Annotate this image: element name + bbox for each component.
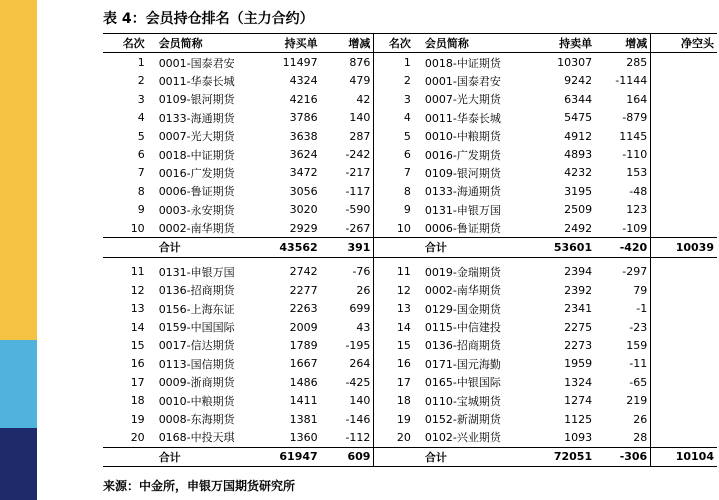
short-change-cell: -23 bbox=[629, 320, 648, 334]
total-short: 72051 bbox=[525, 447, 595, 466]
member-2-cell: 0016-广发期货 bbox=[424, 148, 501, 162]
short-change-cell: 1145 bbox=[619, 129, 648, 143]
long-change-cell: 43 bbox=[356, 320, 371, 334]
member-cell: 0006-鲁证期货 bbox=[158, 185, 235, 199]
rank-cell: 10 bbox=[130, 221, 145, 235]
accent-stripe-yellow bbox=[0, 0, 37, 340]
rank-cell: 17 bbox=[130, 375, 145, 389]
member-2-cell: 0010-中粮期货 bbox=[424, 130, 501, 144]
member-2-cell: 0165-中银国际 bbox=[424, 376, 501, 390]
short-cell: 4912 bbox=[564, 129, 593, 143]
short-cell: 4232 bbox=[564, 166, 593, 180]
member-2-cell: 0133-海通期货 bbox=[424, 185, 501, 199]
total-spacer bbox=[103, 238, 153, 257]
rank-2-cell: 8 bbox=[374, 182, 419, 200]
table-row bbox=[103, 299, 717, 317]
member-cell: 0168-中投天琪 bbox=[158, 431, 235, 445]
short-cell: 2492 bbox=[564, 221, 593, 235]
rank-2-cell: 20 bbox=[374, 428, 419, 447]
rank-cell: 1 bbox=[137, 56, 145, 70]
short-change-cell: 159 bbox=[626, 338, 648, 352]
long-cell: 3624 bbox=[289, 148, 318, 162]
short-change-cell: 28 bbox=[633, 430, 648, 444]
member-cell: 0003-永安期货 bbox=[158, 203, 235, 217]
short-cell: 1125 bbox=[564, 412, 593, 426]
short-change-cell: -1 bbox=[636, 302, 648, 316]
net-short-cell bbox=[651, 373, 717, 391]
header-short-change: 增减 bbox=[595, 34, 651, 53]
total-spacer bbox=[103, 447, 153, 466]
header-net-short: 净空头 bbox=[651, 34, 717, 53]
table-body bbox=[103, 53, 717, 467]
long-cell: 1667 bbox=[289, 357, 318, 371]
member-2-cell: 0002-南华期货 bbox=[424, 284, 501, 298]
rank-cell: 20 bbox=[130, 430, 145, 444]
net-short-cell bbox=[651, 109, 717, 127]
rank-cell: 4 bbox=[137, 111, 145, 125]
total-short: 53601 bbox=[525, 238, 595, 257]
table-row bbox=[103, 164, 717, 182]
short-cell: 10307 bbox=[557, 56, 593, 70]
short-change-cell: 79 bbox=[633, 283, 648, 297]
member-2-cell: 0131-申银万国 bbox=[424, 203, 501, 217]
table-row bbox=[103, 219, 717, 238]
total-row bbox=[103, 238, 717, 257]
rank-cell: 9 bbox=[137, 203, 145, 217]
member-2-cell: 0006-鲁证期货 bbox=[424, 222, 501, 236]
long-change-cell: -425 bbox=[345, 375, 371, 389]
member-cell: 0156-上海东证 bbox=[158, 302, 235, 316]
long-change-cell: -195 bbox=[345, 338, 371, 352]
member-2-cell: 0011-华泰长城 bbox=[424, 111, 501, 125]
long-cell: 2929 bbox=[289, 221, 318, 235]
long-change-cell: 287 bbox=[349, 129, 371, 143]
member-cell: 0002-南华期货 bbox=[158, 222, 235, 236]
net-short-cell bbox=[651, 281, 717, 299]
long-change-cell: -146 bbox=[345, 412, 371, 426]
header-row bbox=[103, 34, 717, 53]
member-2-cell: 0007-光大期货 bbox=[424, 93, 501, 107]
table-row bbox=[103, 355, 717, 373]
long-change-cell: 26 bbox=[356, 283, 371, 297]
rank-cell: 6 bbox=[137, 148, 145, 162]
long-change-cell: -112 bbox=[345, 430, 371, 444]
long-cell: 4324 bbox=[289, 74, 318, 88]
long-cell: 3638 bbox=[289, 129, 318, 143]
total-spacer-2 bbox=[374, 238, 419, 257]
long-cell: 3472 bbox=[289, 166, 318, 180]
table-row bbox=[103, 263, 717, 281]
long-change-cell: -267 bbox=[345, 221, 371, 235]
member-2-cell: 0110-宝城期货 bbox=[424, 394, 501, 408]
net-short-cell bbox=[651, 201, 717, 219]
short-cell: 2273 bbox=[564, 338, 593, 352]
short-change-cell: -297 bbox=[622, 265, 648, 279]
long-cell: 2263 bbox=[289, 302, 318, 316]
short-change-cell: -109 bbox=[622, 221, 648, 235]
rank-2-cell: 19 bbox=[374, 410, 419, 428]
rank-2-cell: 15 bbox=[374, 336, 419, 354]
table-row bbox=[103, 53, 717, 72]
table-row bbox=[103, 201, 717, 219]
rank-2-cell: 5 bbox=[374, 127, 419, 145]
short-change-cell: -65 bbox=[629, 375, 648, 389]
rank-cell: 12 bbox=[130, 283, 145, 297]
table-row bbox=[103, 336, 717, 354]
rank-cell: 14 bbox=[130, 320, 145, 334]
rank-cell: 7 bbox=[137, 166, 145, 180]
short-cell: 2341 bbox=[564, 302, 593, 316]
total-label-2: 合计 bbox=[419, 447, 525, 466]
table-row bbox=[103, 391, 717, 409]
source-note: 来源：中金所，申银万国期货研究所 bbox=[103, 479, 296, 493]
rank-2-cell: 13 bbox=[374, 299, 419, 317]
member-2-cell: 0019-金瑞期货 bbox=[424, 265, 501, 279]
rank-2-cell: 16 bbox=[374, 355, 419, 373]
long-change-cell: 479 bbox=[349, 74, 371, 88]
total-short-change: -420 bbox=[595, 238, 651, 257]
header-rank: 名次 bbox=[103, 34, 153, 53]
short-cell: 5475 bbox=[564, 111, 593, 125]
member-cell: 0159-中国国际 bbox=[158, 321, 235, 335]
accent-stripe-blue bbox=[0, 340, 37, 428]
rank-2-cell: 7 bbox=[374, 164, 419, 182]
long-change-cell: -117 bbox=[345, 184, 371, 198]
total-long-change: 609 bbox=[321, 447, 374, 466]
total-label-2: 合计 bbox=[419, 238, 525, 257]
member-cell: 0131-申银万国 bbox=[158, 265, 235, 279]
table-row bbox=[103, 182, 717, 200]
short-cell: 2392 bbox=[564, 283, 593, 297]
table-row bbox=[103, 410, 717, 428]
net-short-cell bbox=[651, 355, 717, 373]
long-change-cell: 699 bbox=[349, 302, 371, 316]
long-cell: 1411 bbox=[289, 394, 318, 408]
short-cell: 3195 bbox=[564, 184, 593, 198]
net-short-cell bbox=[651, 391, 717, 409]
long-cell: 1360 bbox=[289, 430, 318, 444]
short-change-cell: 123 bbox=[626, 203, 648, 217]
short-cell: 2509 bbox=[564, 203, 593, 217]
net-short-cell bbox=[651, 53, 717, 72]
net-short-cell bbox=[651, 145, 717, 163]
rank-cell: 8 bbox=[137, 184, 145, 198]
member-cell: 0109-银河期货 bbox=[158, 93, 235, 107]
total-row bbox=[103, 447, 717, 466]
long-cell: 3020 bbox=[289, 203, 318, 217]
total-long-change: 391 bbox=[321, 238, 374, 257]
short-cell: 2275 bbox=[564, 320, 593, 334]
total-net-short: 10104 bbox=[651, 447, 717, 466]
rank-2-cell: 2 bbox=[374, 72, 419, 90]
rank-cell: 13 bbox=[130, 302, 145, 316]
rank-cell: 16 bbox=[130, 357, 145, 371]
rank-cell: 19 bbox=[130, 412, 145, 426]
long-change-cell: 876 bbox=[349, 56, 371, 70]
total-spacer-2 bbox=[374, 447, 419, 466]
net-short-cell bbox=[651, 318, 717, 336]
table-row bbox=[103, 90, 717, 108]
rank-2-cell: 4 bbox=[374, 109, 419, 127]
member-cell: 0113-国信期货 bbox=[158, 357, 235, 371]
rank-2-cell: 6 bbox=[374, 145, 419, 163]
member-2-cell: 0129-国金期货 bbox=[424, 302, 501, 316]
short-change-cell: -1144 bbox=[615, 74, 648, 88]
member-2-cell: 0102-兴业期货 bbox=[424, 431, 501, 445]
table-row bbox=[103, 145, 717, 163]
member-2-cell: 0001-国泰君安 bbox=[424, 74, 501, 88]
long-cell: 2742 bbox=[289, 265, 318, 279]
table-row bbox=[103, 109, 717, 127]
long-cell: 1789 bbox=[289, 338, 318, 352]
net-short-cell bbox=[651, 410, 717, 428]
rank-2-cell: 11 bbox=[374, 263, 419, 281]
member-cell: 0136-招商期货 bbox=[158, 284, 235, 298]
total-long: 43562 bbox=[254, 238, 320, 257]
member-2-cell: 0109-银河期货 bbox=[424, 166, 501, 180]
total-short-change: -306 bbox=[595, 447, 651, 466]
short-cell: 1959 bbox=[564, 357, 593, 371]
member-2-cell: 0136-招商期货 bbox=[424, 339, 501, 353]
long-change-cell: -217 bbox=[345, 166, 371, 180]
member-cell: 0008-东海期货 bbox=[158, 413, 235, 426]
rank-cell: 15 bbox=[130, 338, 145, 352]
header-member: 会员简称 bbox=[153, 34, 255, 53]
member-2-cell: 0152-新湖期货 bbox=[424, 413, 501, 426]
rank-2-cell: 9 bbox=[374, 201, 419, 219]
net-short-cell bbox=[651, 336, 717, 354]
header-member-2: 会员简称 bbox=[419, 34, 525, 53]
short-cell: 1274 bbox=[564, 394, 593, 408]
short-change-cell: 164 bbox=[626, 92, 648, 106]
table-title: 表 4：会员持仓排名（主力合约） bbox=[103, 11, 314, 27]
member-cell: 0018-中证期货 bbox=[158, 148, 235, 162]
rank-2-cell: 17 bbox=[374, 373, 419, 391]
short-cell: 1324 bbox=[564, 375, 593, 389]
net-short-cell bbox=[651, 182, 717, 200]
net-short-cell bbox=[651, 127, 717, 145]
member-cell: 0016-广发期货 bbox=[158, 166, 235, 180]
long-change-cell: -590 bbox=[345, 203, 371, 217]
long-cell: 2009 bbox=[289, 320, 318, 334]
long-cell: 4216 bbox=[289, 92, 318, 106]
member-cell: 0009-浙商期货 bbox=[158, 376, 235, 390]
total-label: 合计 bbox=[153, 238, 255, 257]
short-change-cell: 219 bbox=[626, 394, 648, 408]
total-label: 合计 bbox=[153, 447, 255, 466]
table-row bbox=[103, 281, 717, 299]
member-cell: 0011-华泰长城 bbox=[158, 74, 235, 88]
long-cell: 11497 bbox=[282, 56, 318, 70]
rank-2-cell: 3 bbox=[374, 90, 419, 108]
table-row bbox=[103, 72, 717, 90]
short-change-cell: 153 bbox=[626, 166, 648, 180]
short-cell: 4893 bbox=[564, 148, 593, 162]
long-change-cell: -242 bbox=[345, 148, 371, 162]
header-long-change: 增减 bbox=[321, 34, 374, 53]
net-short-cell bbox=[651, 263, 717, 281]
table-row bbox=[103, 127, 717, 145]
rank-cell: 11 bbox=[130, 265, 145, 279]
net-short-cell bbox=[651, 428, 717, 447]
long-cell: 1486 bbox=[289, 375, 318, 389]
short-cell: 9242 bbox=[564, 74, 593, 88]
long-cell: 1381 bbox=[289, 412, 318, 426]
net-short-cell bbox=[651, 219, 717, 238]
total-net-short: 10039 bbox=[651, 238, 717, 257]
net-short-cell bbox=[651, 90, 717, 108]
rank-cell: 5 bbox=[137, 129, 145, 143]
member-cell: 0007-光大期货 bbox=[158, 130, 235, 144]
rank-2-cell: 18 bbox=[374, 391, 419, 409]
long-change-cell: 140 bbox=[349, 394, 371, 408]
short-change-cell: -11 bbox=[629, 357, 648, 371]
table-row bbox=[103, 428, 717, 447]
member-cell: 0010-中粮期货 bbox=[158, 394, 235, 408]
member-2-cell: 0018-中证期货 bbox=[424, 56, 501, 70]
rank-2-cell: 12 bbox=[374, 281, 419, 299]
header-short: 持卖单 bbox=[525, 34, 595, 53]
rank-cell: 3 bbox=[137, 92, 145, 106]
long-cell: 3786 bbox=[289, 111, 318, 125]
short-cell: 6344 bbox=[564, 92, 593, 106]
net-short-cell bbox=[651, 299, 717, 317]
short-cell: 1093 bbox=[564, 430, 593, 444]
short-change-cell: 285 bbox=[626, 56, 648, 70]
rank-cell: 2 bbox=[137, 74, 145, 88]
long-cell: 2277 bbox=[289, 283, 318, 297]
member-2-cell: 0115-中信建投 bbox=[424, 321, 501, 335]
short-change-cell: -110 bbox=[622, 148, 648, 162]
table-row bbox=[103, 373, 717, 391]
rank-cell: 18 bbox=[130, 394, 145, 408]
header-long: 持买单 bbox=[254, 34, 320, 53]
long-change-cell: 42 bbox=[356, 92, 371, 106]
rank-2-cell: 1 bbox=[374, 53, 419, 72]
member-2-cell: 0171-国元海勤 bbox=[424, 357, 501, 371]
short-change-cell: 26 bbox=[633, 412, 648, 426]
header-rank-2: 名次 bbox=[374, 34, 419, 53]
net-short-cell bbox=[651, 72, 717, 90]
short-cell: 2394 bbox=[564, 265, 593, 279]
long-change-cell: -76 bbox=[352, 265, 371, 279]
accent-stripe-navy bbox=[0, 428, 37, 500]
rank-2-cell: 14 bbox=[374, 318, 419, 336]
rank-2-cell: 10 bbox=[374, 219, 419, 238]
long-change-cell: 140 bbox=[349, 111, 371, 125]
long-cell: 3056 bbox=[289, 184, 318, 198]
short-change-cell: -879 bbox=[622, 111, 648, 125]
member-cell: 0017-信达期货 bbox=[158, 339, 235, 353]
short-change-cell: -48 bbox=[629, 184, 648, 198]
net-short-cell bbox=[651, 164, 717, 182]
table-row bbox=[103, 318, 717, 336]
long-change-cell: 264 bbox=[349, 357, 371, 371]
total-long: 61947 bbox=[254, 447, 320, 466]
member-cell: 0133-海通期货 bbox=[158, 111, 235, 125]
position-ranking-table bbox=[103, 33, 717, 467]
member-cell: 0001-国泰君安 bbox=[158, 56, 235, 70]
